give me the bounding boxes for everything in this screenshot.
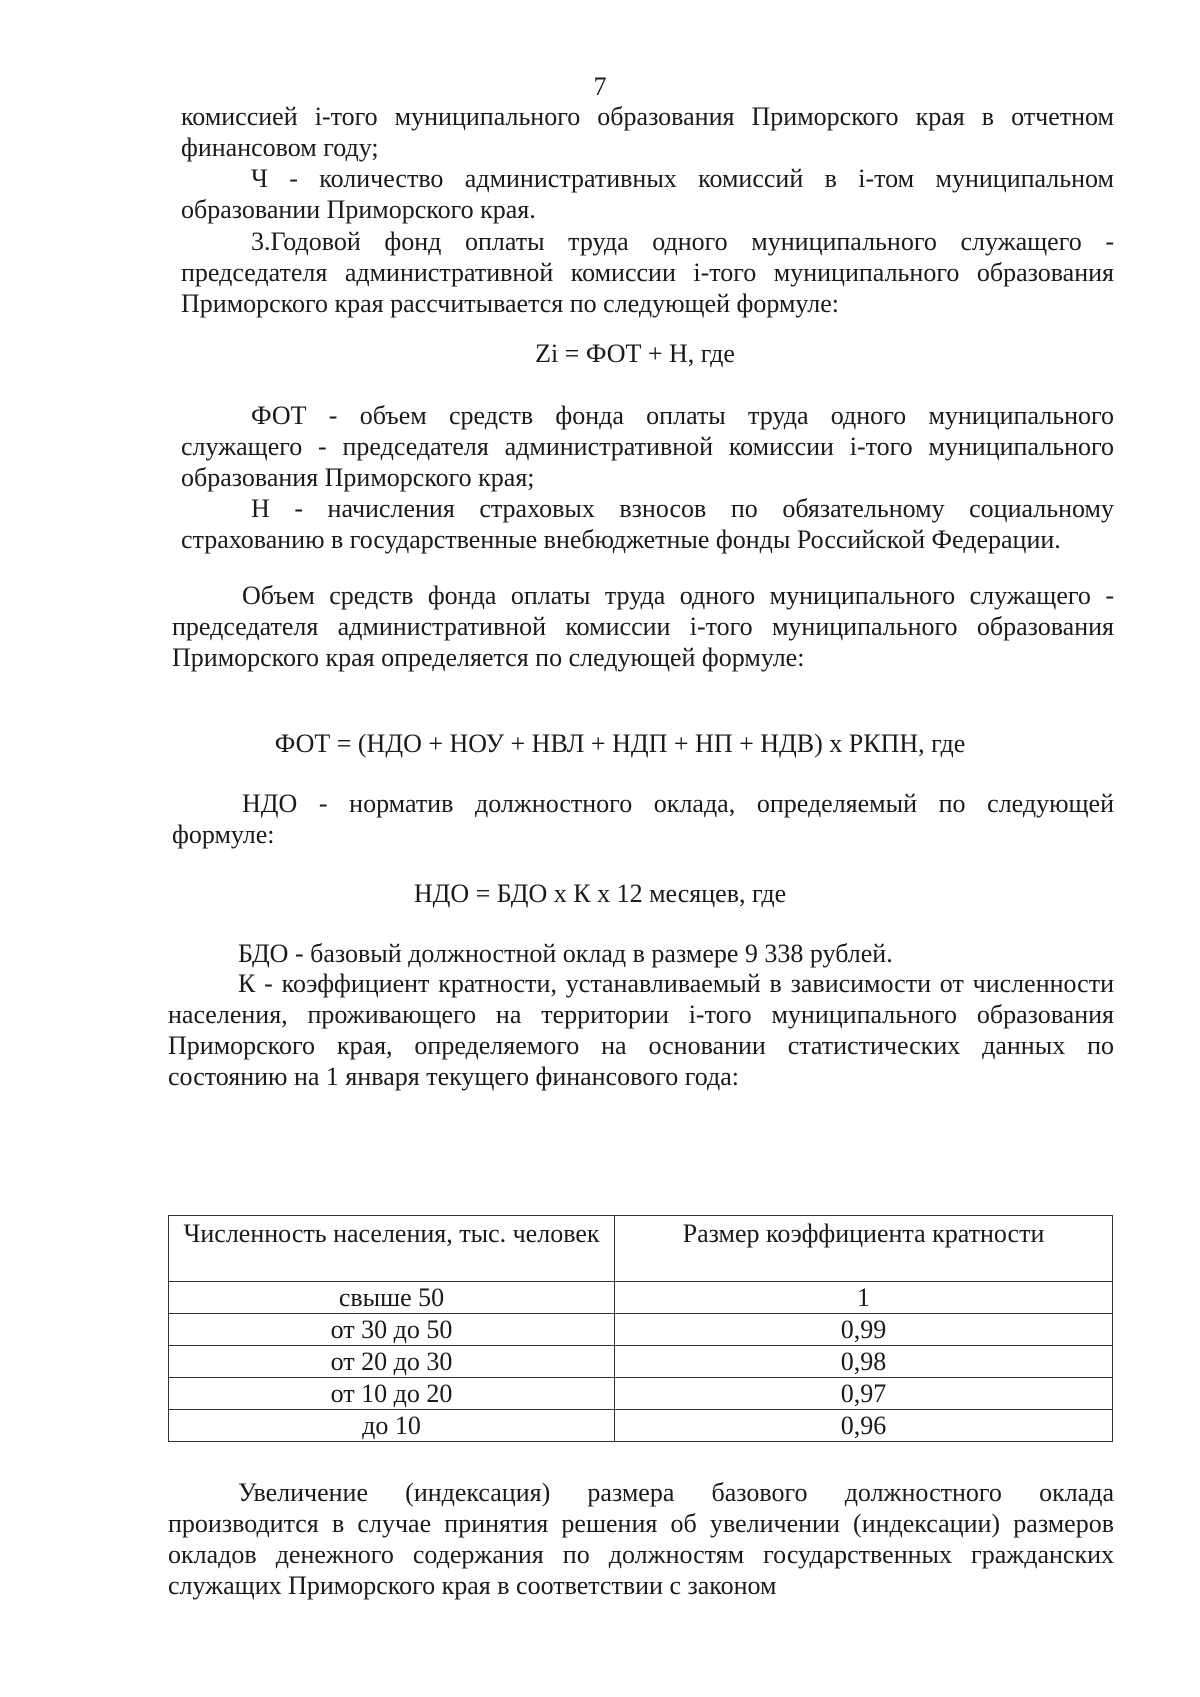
paragraph-indexation: Увеличение (индексация) размера базового должностного оклада производится в случае принятия решения об увеличении (индексации) размеров окладов денежного содержания по должностям государственных гражданских служащих Приморского края в соответствии с законом	[168, 1478, 1114, 1600]
paragraph-section-3: 3.Годовой фонд оплаты труда одного муниципального служащего - председателя административной комиссии i-того муниципального образования Приморского края рассчитывается по следующей формуле:	[181, 227, 1114, 318]
table-row	[169, 1314, 1113, 1346]
table-cell-population: до 10	[169, 1410, 615, 1442]
table-cell-coefficient: 0,99	[615, 1314, 1113, 1346]
paragraph-ndo-definition: НДО - норматив должностного оклада, определяемый по следующей формуле:	[172, 789, 1114, 849]
formula-zi: Zi = ФОТ + Н, где	[535, 339, 735, 368]
table-cell-coefficient: 0,98	[615, 1346, 1113, 1378]
formula-ndo: НДО = БДО х К х 12 месяцев, где	[413, 879, 787, 908]
paragraph-n-definition: Н - начисления страховых взносов по обязательному социальному страхованию в государственные внебюджетные фонды Российской Федерации.	[181, 494, 1114, 554]
paragraph-ch-definition: Ч - количество административных комиссий в i-том муниципальном образовании Приморского края.	[181, 164, 1114, 224]
table-row	[169, 1346, 1113, 1378]
table-header-coefficient: Размер коэффициента кратности	[615, 1216, 1113, 1282]
table-cell-coefficient: 0,97	[615, 1378, 1113, 1410]
paragraph-bdo-definition: БДО - базовый должностной оклад в размере 9 338 рублей.	[238, 939, 893, 968]
paragraph-k-definition: К - коэффициент кратности, устанавливаемый в зависимости от численности населения, проживающего на территории i-того муниципального образования Приморского края, определяемого на основании статистических данных по состоянию на 1 января текущего финансового года:	[168, 969, 1114, 1091]
table-cell-coefficient: 1	[615, 1282, 1113, 1314]
page-number: 7	[593, 72, 607, 101]
coefficient-table	[168, 1215, 1113, 1442]
paragraph-commission-continuation: комиссией i-того муниципального образования Приморского края в отчетном финансовом году;	[181, 102, 1114, 162]
table-cell-population: от 20 до 30	[169, 1346, 615, 1378]
paragraph-fot-volume: Объем средств фонда оплаты труда одного муниципального служащего - председателя административной комиссии i-того муниципального образования Приморского края определяется по следующей формуле:	[172, 581, 1114, 672]
table-row	[169, 1378, 1113, 1410]
paragraph-fot-definition: ФОТ - объем средств фонда оплаты труда одного муниципального служащего - председателя административной комиссии i-того муниципального образования Приморского края;	[181, 401, 1114, 492]
table-header-row	[169, 1216, 1113, 1282]
table-cell-population: от 30 до 50	[169, 1314, 615, 1346]
table-header-population: Численность населения, тыс. человек	[169, 1216, 615, 1282]
formula-fot: ФОТ = (НДО + НОУ + НВЛ + НДП + НП + НДВ) х РКПН, где	[274, 729, 966, 758]
table-cell-population: свыше 50	[169, 1282, 615, 1314]
table-row	[169, 1410, 1113, 1442]
table-cell-population: от 10 до 20	[169, 1378, 615, 1410]
table-cell-coefficient: 0,96	[615, 1410, 1113, 1442]
table-row	[169, 1282, 1113, 1314]
